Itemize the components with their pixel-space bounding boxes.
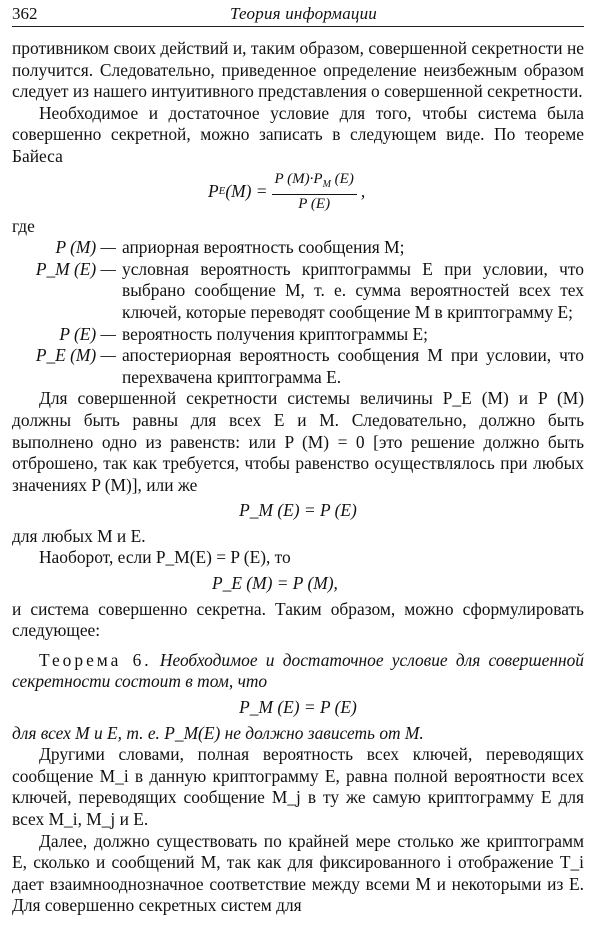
bayes-equation [208,168,584,216]
paragraph-6: и система совершенно секретна. Таким образом, можно сформулировать следующее: [12,598,584,641]
definition-item [12,345,584,388]
bayes-fraction [272,170,357,213]
paragraph-2: Необходимое и достаточное условие для того, чтобы система была совершенно секретной, можно записать в следующем виде. По теореме Байеса [12,102,584,166]
bayes-num-tail: (E) [330,171,354,188]
running-title: Теория информации [230,4,377,23]
definition-item [12,259,584,324]
bayes-num-sub: M [322,179,331,191]
bayes-tail: , [360,180,366,201]
definition-term: P_M (E) — [35,258,116,279]
definition-item [12,237,584,259]
definition-term: P (E) — [59,323,116,344]
bayes-lhs: P [208,180,219,201]
paragraph-8: Далее, должно существовать по крайней мере столько же криптограмм E, сколько и сообщений M, так как для фиксированного i отображение T_i дает взаимнооднозначное соответствие между всеми M и некоторыми из E. Для совершенно секретных систем для [12,830,584,916]
theorem-conclusion: для всех M и E, т. е. P_M(E) не должно зависеть от M. [12,722,424,743]
paragraph-4: для любых M и E. [12,525,146,546]
definition-term: P (M) — [55,237,116,258]
where-label: где [12,215,35,236]
definition-text: апостериорная вероятность сообщения M при условии, что перехвачена криптограмма E. [122,345,584,387]
paragraph-1: противником своих действий и, таким образом, совершенной секретности не получится. Следовательно, приведенное определение неизбежным образом следует из нашего интуитивного представления о совершенной секретности. [12,38,584,102]
running-header [12,2,584,27]
bayes-num-text: P (M)·P [274,171,323,188]
equation-3: P_E (M) = P (M), [212,573,338,594]
theorem-statement: Необходимое и достаточное условие для совершенной секретности состоит в том, что [12,649,584,692]
equation-2: P_M (E) = P (E) [239,500,357,521]
theorem-heading: Теорема 6. [39,649,152,670]
paragraph-7: Другими словами, полная вероятность всех ключей, переводящих сообщение M_i в данную криптограмму E, равна полной вероятности всех ключей, переводящих сообщение M_j в ту же самую криптограмму E для всех M_i, M_j и E. [12,744,584,829]
definition-text: условная вероятность криптограммы E при условии, что выбрано сообщение M, т. е. сумма вероятностей всех тех ключей, которые переводят сообщение M в криптограмму E; [122,258,584,322]
equation-4: P_M (E) = P (E) [239,697,357,718]
definition-term: P_E (M) — [35,345,116,366]
bayes-numerator [272,170,357,195]
definitions-list [12,237,584,388]
bayes-lhs-arg: (M) = [225,180,268,201]
bayes-lhs-sub: E [218,184,226,197]
definition-text: вероятность получения криптограммы E; [122,323,428,344]
theorem-6 [12,650,584,693]
paragraph-5: Наоборот, если P_M(E) = P (E), то [39,547,291,568]
definition-item [12,324,584,346]
paragraph-3: Для совершенной секретности системы величины P_E (M) и P (M) должны быть равны для всех E и M. Следовательно, должно быть выполнено одно из равенств: или P (M) = 0 [это решение должно быть отброшено, так как требуется, чтобы равенство осуществлялось при любых значениях P (M)], или же [12,388,584,495]
page-body [12,38,584,917]
page-number: 362 [12,4,38,23]
bayes-denominator: P (E) [298,196,331,213]
definition-text: априорная вероятность сообщения M; [122,237,405,258]
